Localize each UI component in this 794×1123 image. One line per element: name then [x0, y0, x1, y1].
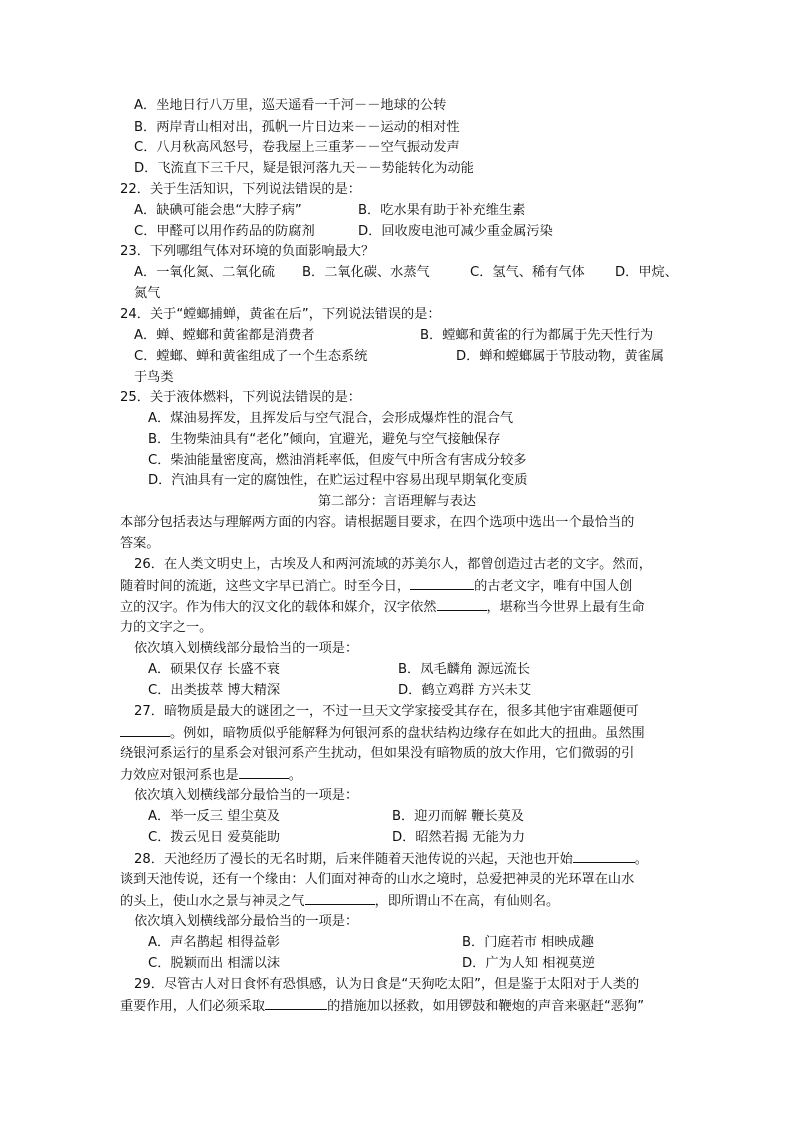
q24-option-d-cont: 于鸟类: [134, 370, 174, 385]
q26-prompt: 依次填入划横线部分最恰当的一项是：: [134, 641, 359, 656]
q28-line1-before: 28．天池经历了漫长的无名时期，后来伴随着天池传说的兴起，天池也开始: [134, 852, 573, 867]
q27-option-a: A．举一反三 望尘莫及: [148, 809, 280, 824]
q24-stem: 24．关于“螳螂捕蝉，黄雀在后”，下列说法错误的是：: [120, 307, 441, 322]
q23-option-b: B．二氧化碳、水蒸气: [302, 265, 430, 280]
q21-option-c: C．八月秋高风怒号，卷我屋上三重茅－－空气振动发声: [134, 140, 460, 155]
q29-line2-before: 重要作用，人们必须采取: [120, 999, 266, 1014]
q28-line3: [120, 891, 559, 911]
q28-option-d: D．广为人知 相视莫逆: [462, 956, 596, 971]
q26-blank-2: [437, 597, 487, 611]
q21-option-d: D．飞流直下三千尺，疑是银河落九天－－势能转化为动能: [134, 161, 474, 176]
q28-line1-after: 。: [634, 852, 648, 867]
q29-line2: [120, 996, 644, 1016]
q25-option-c: C．柴油能量密度高，燃油消耗率低，但废气中所含有害成分较多: [148, 453, 527, 468]
q23-option-d-cont: 氮气: [134, 286, 161, 301]
q26-option-a: A．硕果仅存 长盛不衰: [148, 662, 280, 677]
q26-option-b: B．凤毛麟角 源远流长: [398, 662, 530, 677]
q22-option-d: D．回收废电池可减少重金属污染: [358, 224, 553, 239]
q27-line2: [120, 723, 645, 743]
q28-line3-before: 的头上，使山水之景与神灵之气: [120, 894, 305, 909]
q28-option-b: B．门庭若市 相映成趣: [462, 935, 594, 950]
q22-stem: 22．关于生活知识，下列说法错误的是：: [120, 182, 361, 197]
q25-option-a: A．煤油易挥发，且挥发后与空气混合，会形成爆炸性的混合气: [148, 411, 514, 426]
q26-line2-before: 随着时间的流逝，这些文字早已消亡。时至今日，: [120, 579, 411, 594]
part2-intro-line1: 本部分包括表达与理解两方面的内容。请根据题目要求，在四个选项中选出一个最恰当的: [120, 515, 635, 530]
q26-blank-1: [410, 576, 474, 590]
q27-option-c: C．拨云见日 爱莫能助: [148, 830, 281, 845]
q22-option-c: C．甲醛可以用作药品的防腐剂: [134, 224, 315, 239]
q23-option-d: D．甲烷、: [615, 265, 678, 280]
q29-line2-after: 的措施加以拯救，如用锣鼓和鞭炮的声音来驱赶“恶狗”: [327, 999, 645, 1014]
q24-option-d: D．蝉和螳螂属于节肢动物，黄雀属: [456, 349, 664, 364]
q26-line3-after: ，堪称当今世界上最有生命: [486, 600, 645, 615]
q27-line3: 绕银河系运行的星系会对银河系产生扰动，但如果没有暗物质的放大作用，它们微弱的引: [120, 746, 635, 761]
q27-line1: 27．暗物质是最大的谜团之一，不过一旦天文学家接受其存在，很多其他宇宙难题便可: [134, 704, 639, 719]
q24-option-c: C．螳螂、蝉和黄雀组成了一个生态系统: [134, 349, 368, 364]
q29-line1: 29．尽管古人对日食怀有恐惧感，认为日食是“天狗吃太阳”，但是鉴于太阳对于人类的: [134, 977, 640, 992]
q28-line2: 谈到天池传说，还有一个缘由：人们面对神奇的山水之境时，总爱把神灵的光环罩在山水: [120, 872, 635, 887]
q22-option-b: B．吃水果有助于补充维生素: [358, 203, 526, 218]
q28-option-c: C．脱颖而出 相濡以沫: [148, 956, 281, 971]
q23-option-a: A．一氧化氮、二氧化硫: [134, 265, 275, 280]
q27-option-b: B．迎刃而解 鞭长莫及: [392, 809, 524, 824]
q26-line2: [120, 576, 632, 596]
q28-option-a: A．声名鹊起 相得益彰: [148, 935, 280, 950]
q26-line1: 26．在人类文明史上，古埃及人和两河流域的苏美尔人，都曾创造过古老的文字。然而，: [134, 557, 652, 572]
q25-stem: 25．关于液体燃料，下列说法错误的是：: [120, 390, 361, 405]
q21-option-a: A．坐地日行八万里，巡天遥看一千河－－地球的公转: [134, 98, 447, 113]
q25-option-b: B．生物柴油具有“老化”倾向，宜避光，避免与空气接触保存: [148, 432, 501, 447]
q26-option-c: C．出类拔萃 博大精深: [148, 683, 281, 698]
q28-blank-2: [305, 891, 375, 905]
q25-option-d: D．汽油具有一定的腐蚀性，在贮运过程中容易出现早期氧化变质: [148, 473, 528, 488]
q27-line4-before: 力效应对银河系也是: [120, 768, 239, 783]
q26-line2-after: 的古老文字，唯有中国人创: [474, 579, 633, 594]
q27-line2-after: 。例如，暗物质似乎能解释为何银河系的盘状结构边缘存在如此大的扭曲。虽然围: [170, 726, 645, 741]
q24-option-a: A．蝉、螳螂和黄雀都是消费者: [134, 328, 315, 343]
q21-option-b: B．两岸青山相对出，孤帆一片日边来－－运动的相对性: [134, 120, 460, 135]
q26-line4: 力的文字之一。: [120, 620, 213, 635]
part2-title: 第二部分：言语理解与表达: [317, 494, 477, 509]
q23-stem: 23．下列哪组气体对环境的负面影响最大？: [120, 244, 375, 259]
q29-blank-1: [265, 996, 327, 1010]
q26-option-d: D．鹤立鸡群 方兴未艾: [398, 683, 532, 698]
q28-blank-1: [573, 849, 635, 863]
q22-option-a: A．缺碘可能会患“大脖子病”: [134, 203, 302, 218]
q27-prompt: 依次填入划横线部分最恰当的一项是：: [134, 788, 359, 803]
q26-line3: [120, 597, 645, 617]
q26-line3-before: 立的汉字。作为伟大的汉文化的载体和媒介，汉字依然: [120, 600, 437, 615]
q24-option-b: B．螳螂和黄雀的行为都属于先天性行为: [420, 328, 654, 343]
q27-blank-1: [120, 723, 170, 737]
q27-option-d: D．昭然若揭 无能为力: [392, 830, 526, 845]
part2-intro-line2: 答案。: [120, 536, 160, 551]
q23-option-c: C．氢气、稀有气体: [470, 265, 585, 280]
q28-prompt: 依次填入划横线部分最恰当的一项是：: [134, 914, 359, 929]
q27-blank-2: [239, 765, 289, 779]
q27-line4: [120, 765, 302, 785]
q27-line4-after: 。: [288, 768, 302, 783]
q28-line1: [134, 849, 648, 869]
q28-line3-after: ，即所谓山不在高，有仙则名。: [374, 894, 560, 909]
